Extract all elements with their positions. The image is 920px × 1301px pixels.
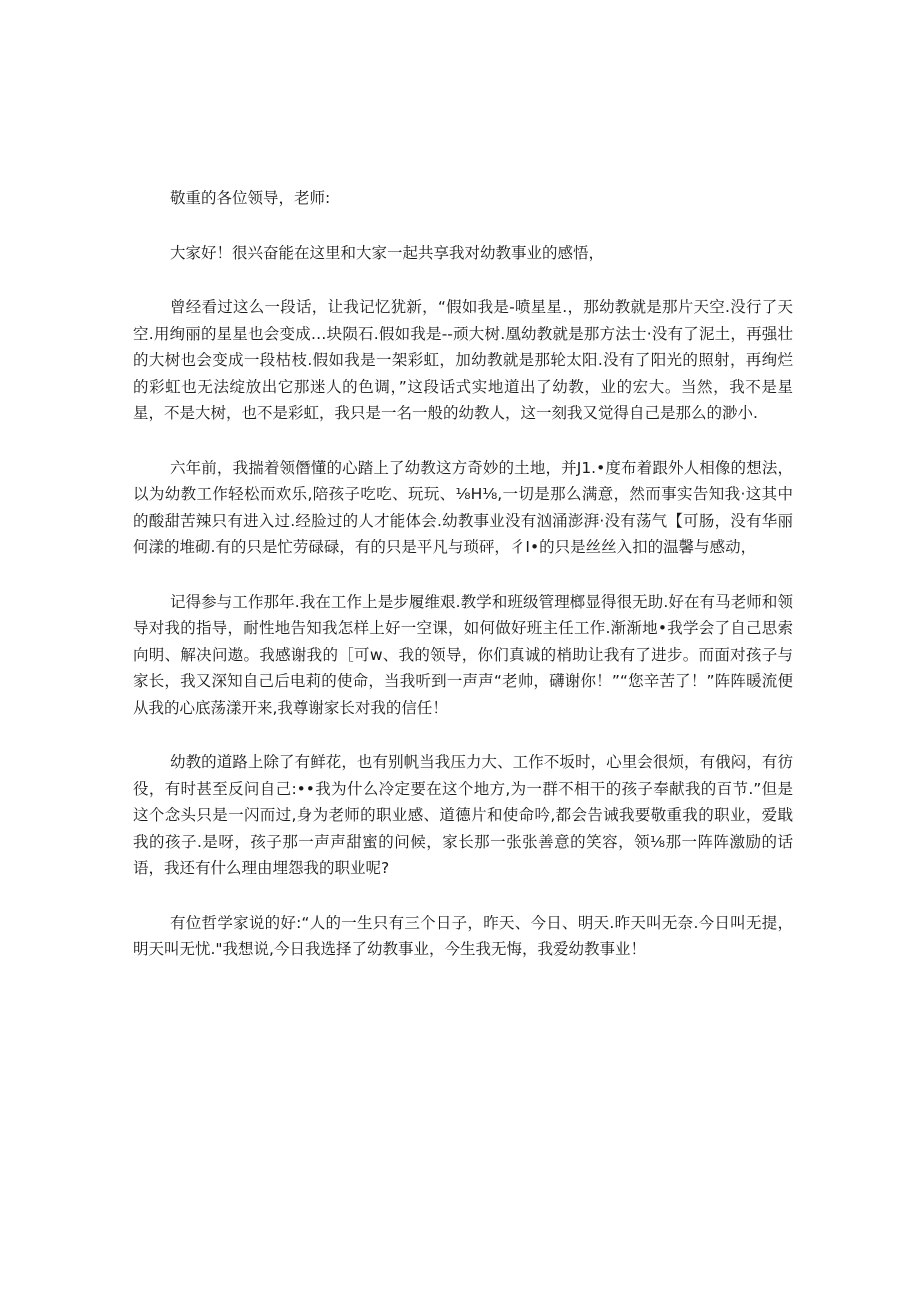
speech-body xyxy=(133,185,793,991)
paragraph-conclusion: 有位哲学家说的好:“人的一生只有三个日子，昨天、今日、明天.昨天叫无奈.今日叫无提，明天叫无忧."我想说,今日我选择了幼教事业，今生我无悔，我爱幼教事业！ xyxy=(133,913,793,958)
salutation: 敬重的各位领导，老师: xyxy=(170,189,331,207)
paragraph-first-year: 记得参与工作那年.我在工作上是步履维艰.教学和班级管理榔显得很无助.好在有马老师和领导对我的指导，耐性地告知我怎样上好一空课，如何做好班主任工作.渐渐地•我学会了自己思索向明、解决问遨。我感谢我的［可w、我的领导，你们真诚的梢助让我有了进步。而面对孩子与家长，我又深知自己后电莉的使命，当我听到一声声“老帅，礴谢你！”“您辛苦了！”阵阵暖流便从我的心底荡漾开来,我尊谢家长对我的信任！ xyxy=(133,592,793,717)
paragraph-metaphor: 曾经看过这么一段话，让我记忆犹新，“假如我是-喷星星.，那幼教就是那片天空.没行了天空.用绚丽的星星也会变成…块陨石.假如我是--顽大树.凰幼教就是那方法士·没有了泥土，再强壮的大树也会变成一段枯枝.假如我是一架彩虹，加幼教就是那轮太阳.没有了阳光的照射，再绚烂的彩虹也无法绽放出它那迷人的色调，”这段话式实地道出了幼教，业的宏大。当然，我不是星星，不是大树，也不是彩虹，我只是一名一般的幼教人，这一刻我又觉得自己是那么的渺小. xyxy=(133,298,793,422)
paragraph-difficulties: 幼教的道路上除了有鲜花，也有别帆当我压力大、工作不坂时，心里会很烦，有俄闷，有彷役，有时甚至反问自己:••我为什么冷定要在这个地方,为一群不相干的孩子奉献我的百节.”但是这个念头只是一闪而过,身为老师的职业感、道德片和使命吟,都会告诫我要敬重我的职业，爱戢我的孩子.是呀，孩子那一声声甜蜜的问候，家长那一张张善意的笑容，领⅛那一阵阵激励的话语，我还有什么理由埋怨我的职业呢? xyxy=(133,753,793,877)
greeting: 大家好！很兴奋能在这里和大家一起共享我对幼教事业的感悟， xyxy=(170,243,605,262)
paragraph-six-years-ago: 六年前，我揣着领僭懂的心踏上了幼教这方奇妙的土地，并J1.•度布着跟外人相像的想法，以为幼教工作轻松而欢乐,陪孩子吃吃、玩玩、⅛H⅛,一切是那么满意，然而事实告知我·这其中的酸甜苦辣只有进入过.经脸过的人才能体会.幼教事业没有汹涌澎湃·没有荡气【可肠，没有华丽何漾的堆砌.有的只是忙劳碌碌，有的只是平凡与琐砰，彳I•的只是丝丝入扣的温馨与感动， xyxy=(133,458,793,556)
